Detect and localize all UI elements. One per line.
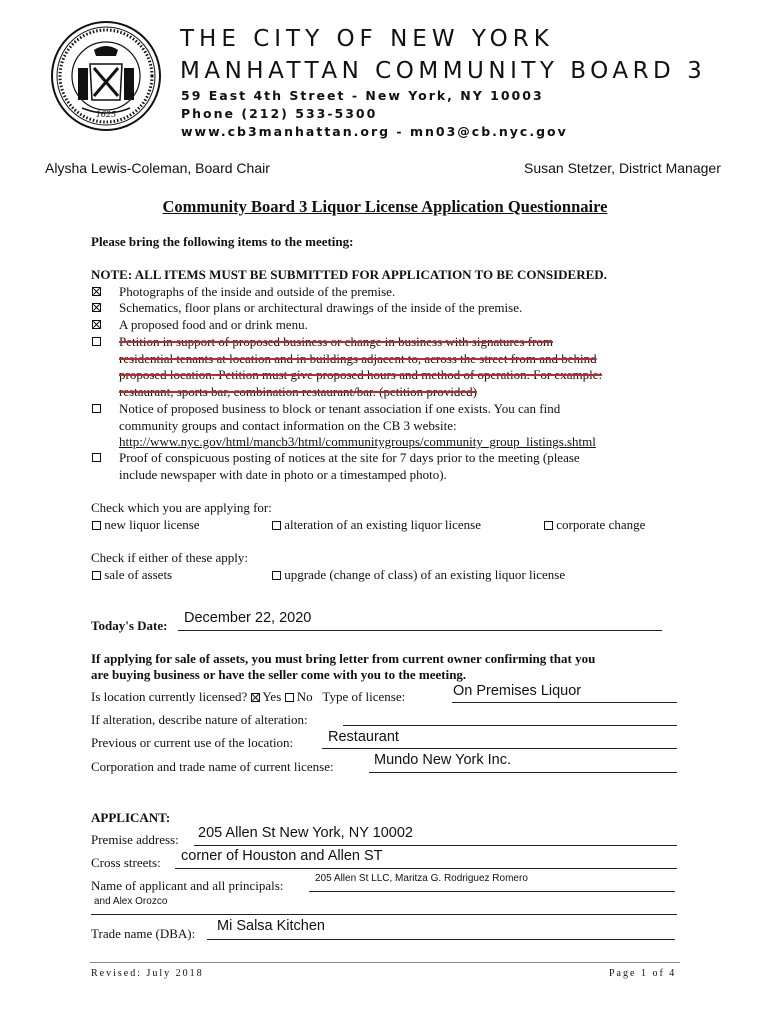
todays-date-field[interactable]: December 22, 2020 <box>184 610 312 626</box>
checklist-item-text: residential tenants at location and in buildings adjacent to, across the street from and behind <box>119 350 597 366</box>
checklist-item-text: restaurant, sports bar, combination restaurant/bar. (petition provided) <box>119 383 477 399</box>
checklist-item-text: community groups and contact information on the CB 3 website: <box>119 417 457 433</box>
bring-items-instruction: Please bring the following items to the meeting: <box>91 234 354 249</box>
premise-field[interactable]: 205 Allen St New York, NY 10002 <box>198 825 413 841</box>
board-chair: Alysha Lewis-Coleman, Board Chair <box>45 160 270 176</box>
applicant-field-line2[interactable]: and Alex Orozco <box>94 896 168 907</box>
applicant-line <box>309 891 675 892</box>
license-type-label: Type of license: <box>322 689 406 704</box>
applicant-label: Name of applicant and all principals: <box>91 878 284 893</box>
todays-date-line <box>178 630 662 631</box>
option-sale-of-assets[interactable]: sale of assets <box>92 567 172 583</box>
applicant-line-2 <box>91 914 677 915</box>
checklist-item-text: include newspaper with date in photo or a timestamped photo). <box>119 466 447 482</box>
license-type-field[interactable]: On Premises Liquor <box>453 683 582 699</box>
checklist-item-text: Photographs of the inside and outside of the premise. <box>119 284 396 299</box>
previous-use-field[interactable]: Restaurant <box>328 729 399 745</box>
no-label: No <box>296 689 313 704</box>
checkbox-new-liquor-license[interactable] <box>92 521 101 530</box>
cross-streets-line <box>175 868 677 869</box>
seal-year: 1625 <box>95 110 117 119</box>
board-web-email: www.cb3manhattan.org - mn03@cb.nyc.gov <box>181 124 568 139</box>
checklist-checkbox[interactable] <box>92 453 101 462</box>
community-groups-link[interactable]: http://www.nyc.gov/html/mancb3/html/communitygroups/community_group_listings.shtml <box>119 434 596 449</box>
checklist-item-text: proposed location. Petition must give proposed hours and method of operation. For example: <box>119 367 603 382</box>
corp-line <box>369 772 677 773</box>
checkbox-licensed-yes[interactable] <box>251 693 260 702</box>
board-address: 59 East 4th Street - New York, NY 10003 <box>181 88 544 103</box>
corp-label: Corporation and trade name of current license: <box>91 759 334 774</box>
dba-line <box>207 939 675 940</box>
footer-divider <box>90 962 680 963</box>
licensed-row <box>91 689 405 705</box>
checkbox-licensed-no[interactable] <box>285 693 294 702</box>
cross-streets-field[interactable]: corner of Houston and Allen ST <box>181 848 383 864</box>
license-type-line <box>452 702 677 703</box>
option-corporate-change[interactable]: corporate change <box>544 517 645 533</box>
dba-label: Trade name (DBA): <box>91 926 196 941</box>
board-title: MANHATTAN COMMUNITY BOARD 3 <box>180 58 707 84</box>
previous-use-label: Previous or current use of the location: <box>91 735 294 750</box>
district-manager: Susan Stetzer, District Manager <box>524 160 721 176</box>
sale-assets-note-line2: are buying business or have the seller come with you to the meeting. <box>91 667 467 682</box>
todays-date-label: Today's Date: <box>91 618 168 633</box>
applicant-heading: APPLICANT: <box>91 810 171 825</box>
applying-for-prompt: Check which you are applying for: <box>91 500 272 515</box>
checklist-item-text: Notice of proposed business to block or tenant association if one exists. You can find <box>119 401 561 416</box>
city-title: THE CITY OF NEW YORK <box>180 26 554 52</box>
alteration-label: If alteration, describe nature of alteration: <box>91 712 308 727</box>
premise-line <box>194 845 677 846</box>
checklist-checkbox[interactable] <box>92 303 101 312</box>
board-phone: Phone (212) 533-5300 <box>181 106 378 121</box>
checkbox-corporate-change[interactable] <box>544 521 553 530</box>
checklist-item-text: Proof of conspicuous posting of notices at the site for 7 days prior to the meeting (please <box>119 450 580 465</box>
either-apply-prompt: Check if either of these apply: <box>91 550 249 565</box>
premise-label: Premise address: <box>91 832 179 847</box>
checklist-checkbox[interactable] <box>92 320 101 329</box>
checklist-checkbox[interactable] <box>92 287 101 296</box>
checklist-checkbox[interactable] <box>92 404 101 413</box>
checklist-checkbox[interactable] <box>92 337 101 346</box>
option-alteration[interactable]: alteration of an existing liquor license <box>272 517 481 533</box>
previous-use-line <box>322 748 677 749</box>
applicant-field-line1[interactable]: 205 Allen St LLC, Maritza G. Rodriguez Romero <box>315 873 528 884</box>
checkbox-upgrade[interactable] <box>272 571 281 580</box>
sale-assets-note-line1: If applying for sale of assets, you must bring letter from current owner confirming that you <box>91 651 596 666</box>
checkbox-sale-of-assets[interactable] <box>92 571 101 580</box>
corp-field[interactable]: Mundo New York Inc. <box>374 752 512 768</box>
dba-field[interactable]: Mi Salsa Kitchen <box>217 918 325 934</box>
option-new-liquor-license[interactable]: new liquor license <box>92 517 200 533</box>
option-upgrade[interactable]: upgrade (change of class) of an existing liquor license <box>272 567 565 583</box>
checklist-item-text: A proposed food and or drink menu. <box>119 317 308 332</box>
checklist-item-text: Petition in support of proposed business or change in business with signatures from <box>119 334 554 349</box>
city-seal-logo <box>50 20 162 132</box>
page-number: Page 1 of 4 <box>609 968 677 979</box>
submission-note: NOTE: ALL ITEMS MUST BE SUBMITTED FOR APPLICATION TO BE CONSIDERED. <box>91 267 607 282</box>
alteration-field[interactable] <box>343 725 677 726</box>
licensed-label: Is location currently licensed? <box>91 689 248 704</box>
yes-label: Yes <box>262 689 282 704</box>
cross-streets-label: Cross streets: <box>91 855 161 870</box>
checklist-item-text: Schematics, floor plans or architectural drawings of the inside of the premise. <box>119 300 523 315</box>
checkbox-alteration[interactable] <box>272 521 281 530</box>
revised-date: Revised: July 2018 <box>91 968 204 979</box>
form-heading: Community Board 3 Liquor License Application Questionnaire <box>162 197 608 216</box>
